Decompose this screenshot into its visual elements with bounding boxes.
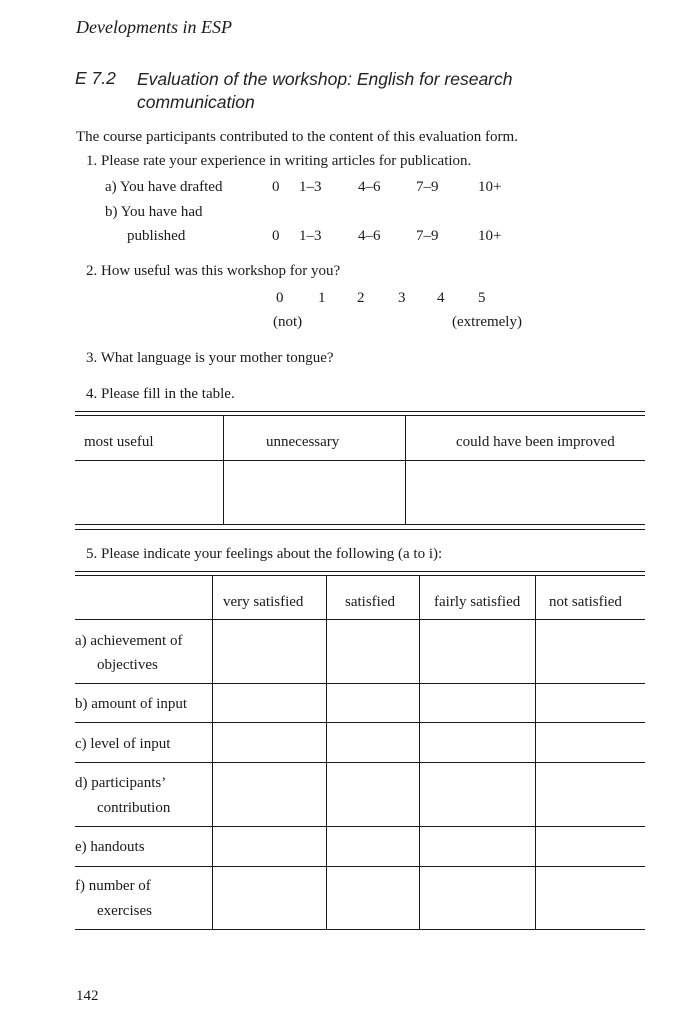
- table-rule: [75, 619, 645, 620]
- table-rule: [75, 575, 645, 576]
- q4-answer-unnecessary[interactable]: [224, 461, 404, 523]
- q1-row-b-label-line1: b) You have had: [105, 204, 203, 220]
- running-head: Developments in ESP: [76, 17, 232, 37]
- q5-row-label: e) handouts: [75, 839, 145, 855]
- q4-answer-improved[interactable]: [406, 461, 644, 523]
- question-1: 1. Please rate your experience in writing articles for publication.: [86, 153, 472, 169]
- q5-row-label-cont: exercises: [97, 903, 152, 919]
- q5-row-label: a) achievement of: [75, 633, 183, 649]
- table-rule: [75, 929, 645, 930]
- q2-scale-value: 2: [357, 290, 365, 306]
- q1b-option: 0: [272, 228, 280, 244]
- question-4: 4. Please fill in the table.: [86, 386, 235, 402]
- q2-scale-value: 0: [276, 290, 284, 306]
- intro-text: The course participants contributed to the content of this evaluation form.: [76, 129, 518, 145]
- q1a-option: 1–3: [299, 179, 322, 195]
- page-number: 142: [76, 988, 99, 1004]
- q2-scale-value: 4: [437, 290, 445, 306]
- q4-column-header: could have been improved: [456, 434, 615, 450]
- q1-row-b-label-line2: published: [127, 228, 186, 244]
- q1b-option: 4–6: [358, 228, 381, 244]
- table-rule: [75, 722, 645, 723]
- table-rule: [75, 683, 645, 684]
- q1a-option: 10+: [478, 179, 502, 195]
- q1a-option: 0: [272, 179, 280, 195]
- table-rule: [75, 866, 645, 867]
- table-rule: [75, 571, 645, 572]
- q1b-option: 10+: [478, 228, 502, 244]
- q5-row-label: f) number of: [75, 878, 151, 894]
- q2-low-anchor: (not): [273, 314, 303, 330]
- q5-row-label: c) level of input: [75, 736, 171, 752]
- q1-row-a-label: a) You have drafted: [105, 179, 223, 195]
- q5-row-label: b) amount of input: [75, 696, 188, 712]
- q4-answer-most-useful[interactable]: [76, 461, 222, 523]
- q5-column-header: fairly satisfied: [434, 594, 521, 610]
- q1a-option: 4–6: [358, 179, 381, 195]
- q5-row-label: d) participants’: [75, 775, 167, 791]
- table-rule: [75, 524, 645, 525]
- table-rule: [75, 415, 645, 416]
- table-rule: [75, 762, 645, 763]
- q2-high-anchor: (extremely): [452, 314, 522, 330]
- table-column-divider: [419, 575, 420, 929]
- question-5: 5. Please indicate your feelings about the following (a to i):: [86, 546, 443, 562]
- table-column-divider: [212, 575, 213, 929]
- q2-scale-value: 5: [478, 290, 486, 306]
- q5-column-header: satisfied: [345, 594, 395, 610]
- q5-row-label-cont: objectives: [97, 657, 158, 673]
- question-2: 2. How useful was this workshop for you?: [86, 263, 341, 279]
- q2-scale-value: 3: [398, 290, 406, 306]
- q5-column-header: not satisfied: [549, 594, 622, 610]
- section-title-line2: communication: [137, 92, 255, 112]
- q1b-option: 1–3: [299, 228, 322, 244]
- section-number: E 7.2: [75, 68, 116, 88]
- q5-row-label-cont: contribution: [97, 800, 171, 816]
- section-title-line1: Evaluation of the workshop: English for research: [137, 69, 513, 89]
- q2-scale-value: 1: [318, 290, 326, 306]
- q1b-option: 7–9: [416, 228, 439, 244]
- question-3: 3. What language is your mother tongue?: [86, 350, 334, 366]
- table-column-divider: [326, 575, 327, 929]
- table-rule: [75, 529, 645, 530]
- table-rule: [75, 411, 645, 412]
- q4-column-header: most useful: [84, 434, 154, 450]
- q5-column-header: very satisfied: [223, 594, 304, 610]
- q1a-option: 7–9: [416, 179, 439, 195]
- q4-column-header: unnecessary: [266, 434, 340, 450]
- table-rule: [75, 826, 645, 827]
- table-column-divider: [535, 575, 536, 929]
